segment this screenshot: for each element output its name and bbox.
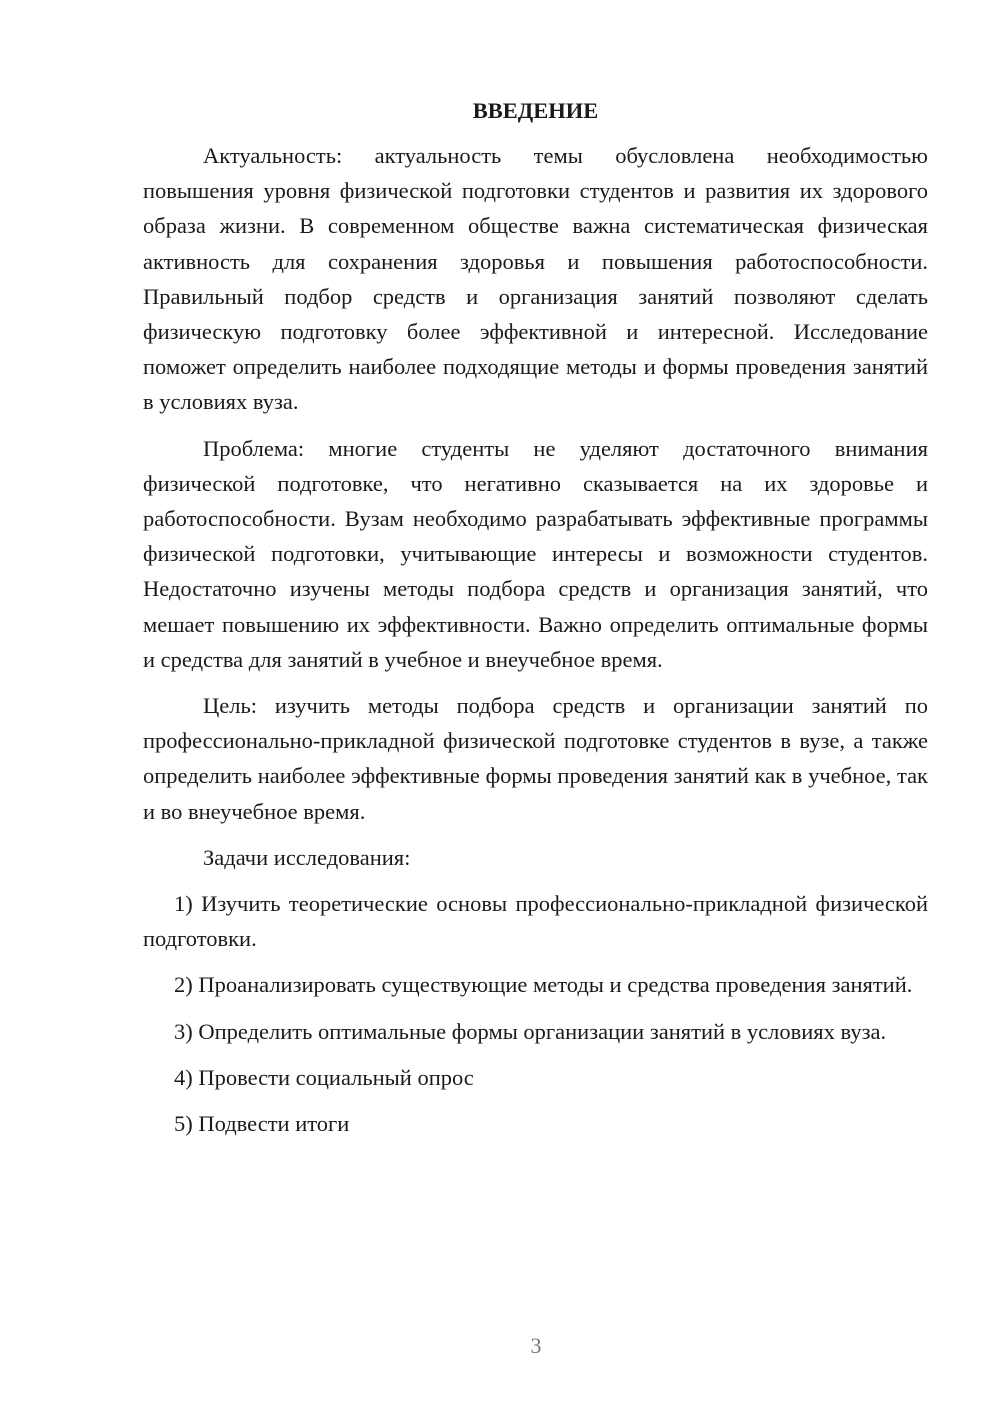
task-item: 1) Изучить теоретические основы профессионально-прикладной физической подготовки. xyxy=(143,891,928,952)
task-list xyxy=(143,886,928,1141)
page-content xyxy=(143,96,928,1152)
page-number: 3 xyxy=(530,1333,542,1358)
paragraph-problem: Проблема: многие студенты не уделяют достаточного внимания физической подготовке, что негативно сказывается на их здоровье и работоспособности. Вузам необходимо разрабатывать эффективные программы физической подготовки, учитывающие интересы и возможности студентов. Недостаточно изучены методы подбора средств и организация занятий, что мешает повышению их эффективности. Важно определить оптимальные формы и средства для занятий в учебное и внеучебное время. xyxy=(143,435,928,672)
section-heading: ВВЕДЕНИЕ xyxy=(472,98,599,123)
task-item: 5) Подвести итоги xyxy=(174,1111,350,1137)
tasks-intro: Задачи исследования: xyxy=(203,844,411,870)
task-item: 3) Определить оптимальные формы организации занятий в условиях вуза. xyxy=(174,1018,887,1044)
paragraph-goal: Цель: изучить методы подбора средств и организации занятий по профессионально-прикладной физической подготовке студентов в вузе, а также определить наиболее эффективные формы проведения занятий как в учебное, так и во внеучебное время. xyxy=(143,693,928,824)
paragraph-relevance: Актуальность: актуальность темы обусловлена необходимостью повышения уровня физической подготовки студентов и развития их здорового образа жизни. В современном обществе важна систематическая физическая активность для сохранения здоровья и повышения работоспособности. Правильный подбор средств и организация занятий позволяют сделать физическую подготовку более эффективной и интересной. Исследование поможет определить наиболее подходящие методы и формы проведения занятий в условиях вуза. xyxy=(143,143,928,415)
task-item: 4) Провести социальный опрос xyxy=(174,1064,474,1090)
task-item: 2) Проанализировать существующие методы и средства проведения занятий. xyxy=(174,972,913,998)
